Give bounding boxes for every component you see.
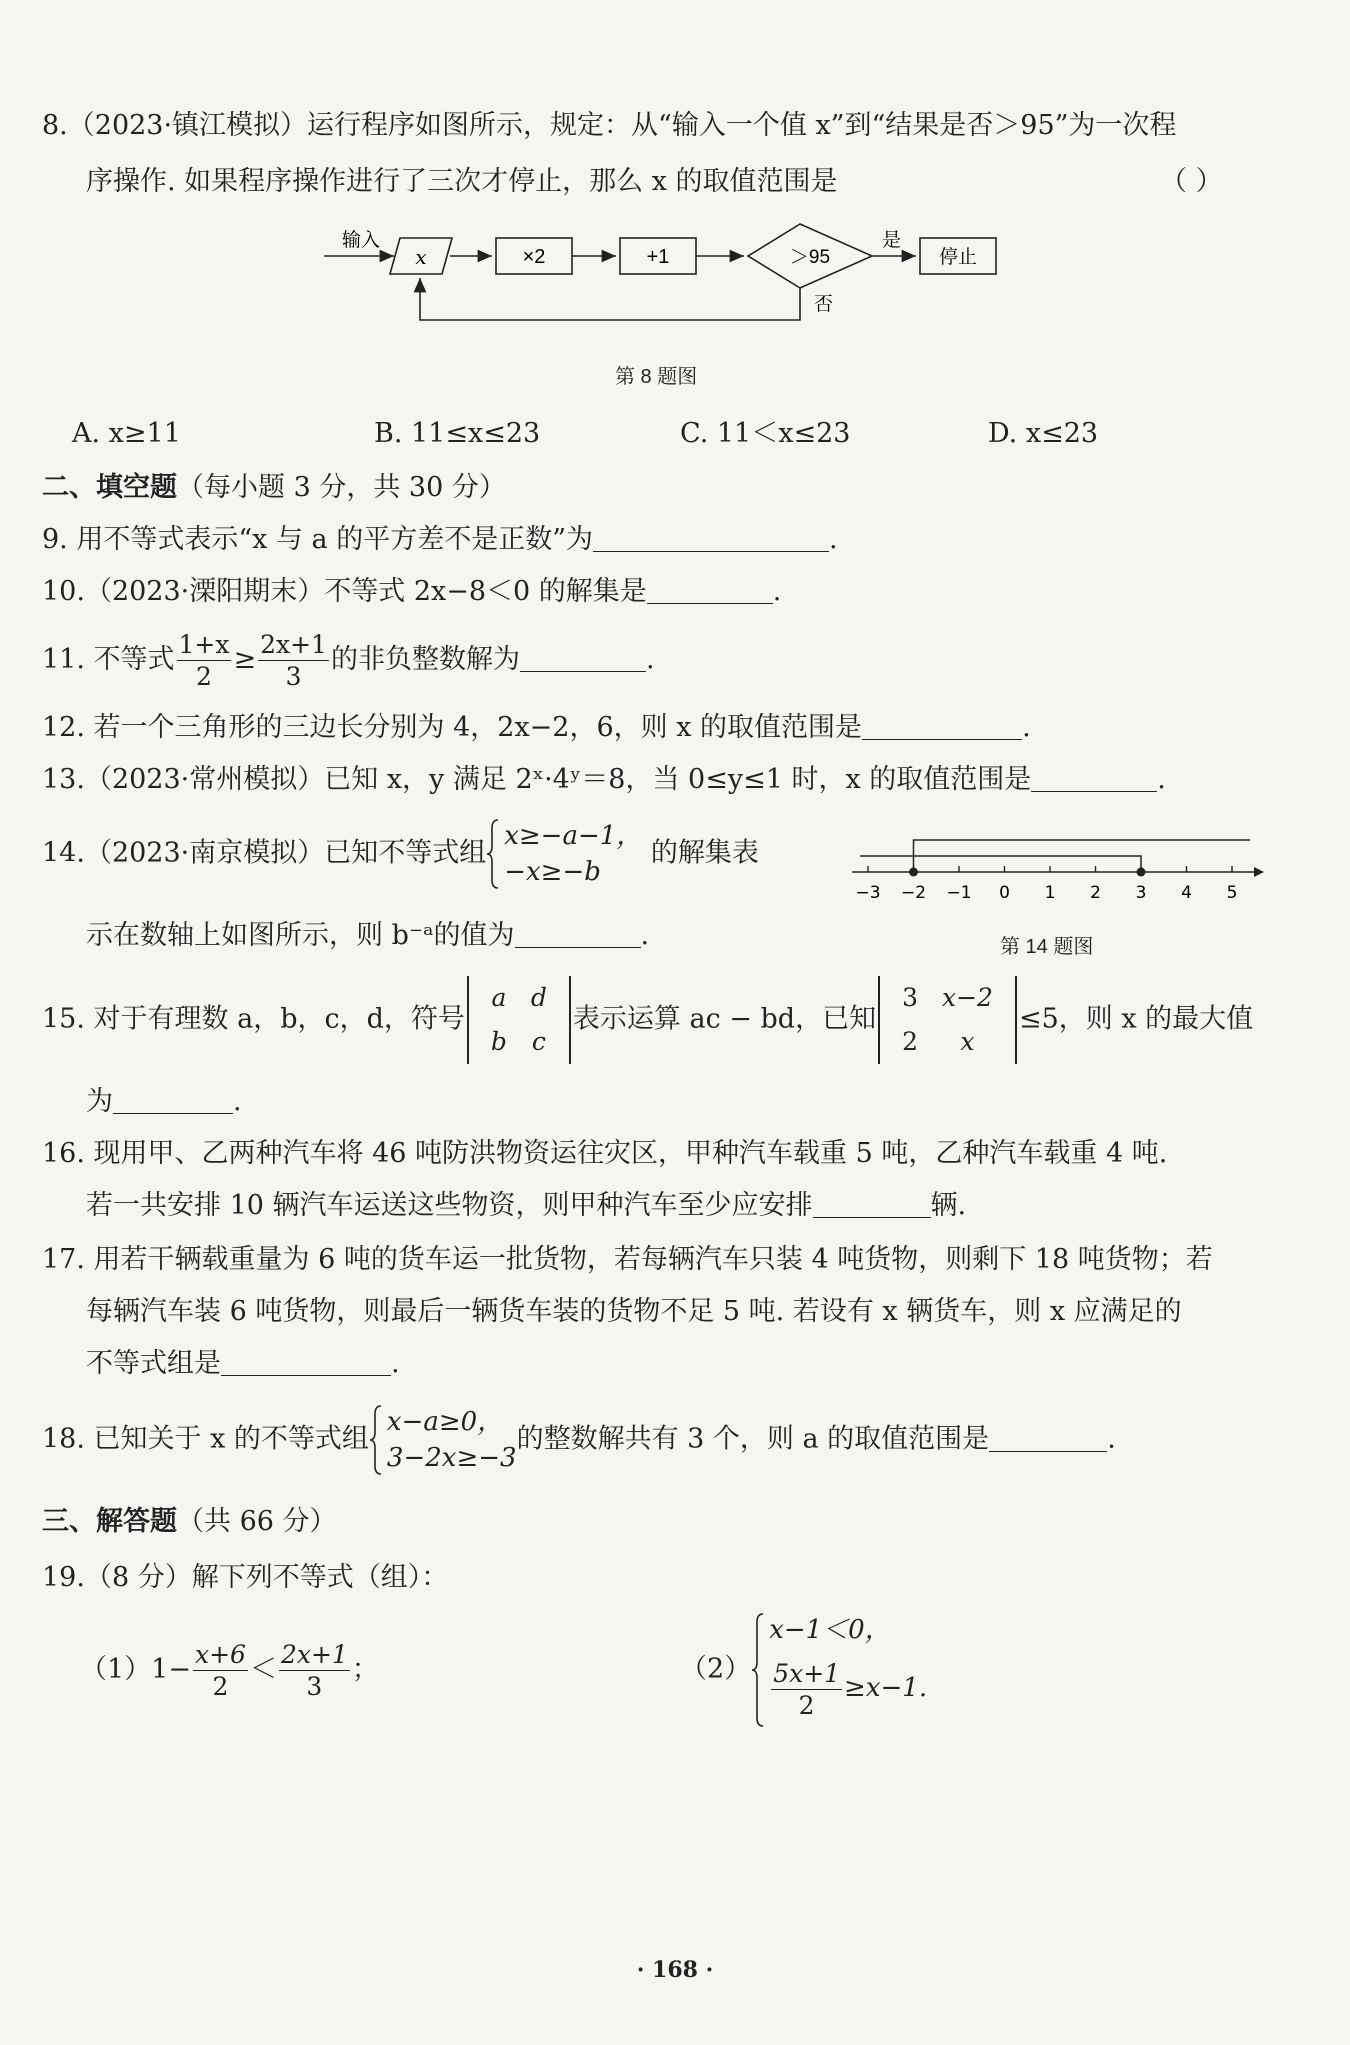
q17-line2: 每辆汽车装 6 吨货物，则最后一辆货车装的货物不足 5 吨. 若设有 x 辆货车，则 x 应满足的 — [86, 1296, 1182, 1327]
q18-inequality-system: x−a≥0， 3−2x≥−3 — [369, 1404, 517, 1476]
q11-fraction-2: $\frac{2x+1}{3}$ — [260, 630, 327, 691]
q8-option-b: B. 11≤x≤23 — [374, 418, 541, 449]
q16-line2 — [86, 1188, 966, 1224]
q8-option-c: C. 11＜x≤23 — [680, 418, 851, 449]
number-line-arrow — [1254, 867, 1264, 877]
q16-line1: 16. 现用甲、乙两种汽车将 46 吨防洪物资运往灾区，甲种汽车载重 5 吨，乙种汽车载重 4 吨. — [42, 1138, 1168, 1169]
section-3-title: 三、解答题 — [42, 1506, 177, 1537]
q18-post: 的整数解共有 3 个，则 a 的取值范围是 — [516, 1423, 990, 1455]
q15-post: ≤5，则 x 的最大值 — [1018, 1003, 1254, 1035]
q14-line2: 示在数轴上如图所示，则 b⁻ᵃ的值为 . — [86, 920, 650, 951]
q18-blank — [989, 1425, 1107, 1452]
q12-text: 12. 若一个三角形的三边长分别为 4，2x−2，6，则 x 的取值范围是 — [42, 712, 863, 743]
q13: 13.（2023·常州模拟）已知 x，y 满足 2ˣ·4ʸ＝8，当 0≤y≤1 时，x 的取值范围是 . — [42, 764, 1166, 795]
q19-part1-end: ； — [351, 1654, 379, 1685]
flow-yes-label: 是 — [882, 230, 902, 251]
tick-label: 1 — [1044, 883, 1056, 903]
flow-box-add: +1 — [646, 246, 670, 268]
section-3-heading — [42, 1504, 337, 1540]
q19-part2-pre: （2） — [680, 1653, 752, 1685]
q8-line2: 序操作. 如果程序操作进行了三次才停止，那么 x 的取值范围是 — [86, 166, 838, 197]
flow-input-label: 输入 — [342, 230, 381, 251]
q13-text: 13.（2023·常州模拟）已知 x，y 满足 2ˣ·4ʸ＝8，当 0≤y≤1 时，x 的取值范围是 — [42, 764, 1032, 795]
q11-post: 的非负整数解为 — [330, 644, 520, 675]
q15-pre: 15. 对于有理数 a，b，c，d，符号 — [42, 1003, 465, 1035]
solution-endpoint-right — [1137, 868, 1146, 877]
tick-label: −1 — [946, 883, 972, 903]
q14-number-line — [850, 820, 1270, 916]
tick-label: 4 — [1181, 883, 1192, 903]
flow-box-multiply: ×2 — [522, 246, 546, 268]
q19-part1-pre: （1）1− — [80, 1654, 191, 1685]
q15-line2-text: 为 — [86, 1086, 113, 1117]
q14-inequality-system: x≥−a−1， −x≥−b — [486, 818, 642, 890]
q11-relation: ≥ — [233, 644, 257, 675]
q19-part1-relation: ＜ — [249, 1654, 277, 1685]
q11: 11. 不等式 $\frac{1+x}{2}$ ≥ $\frac{2x+1}{3}$ 的非负整数解为 . — [42, 630, 655, 691]
q10-blank — [647, 577, 773, 604]
q12-blank — [862, 713, 1022, 740]
section-2-title: 二、填空题 — [42, 472, 177, 503]
q18: 18. 已知关于 x 的不等式组 x−a≥0， 3−2x≥−3 的整数解共有 3 个，则 a 的取值范围是 . — [42, 1404, 1116, 1476]
tick-label: −2 — [900, 883, 927, 903]
q15-line1 — [42, 976, 1253, 1064]
q19-part1-fraction-1: $\frac{x+6}{2}$ — [194, 1640, 246, 1701]
q14-line2-text: 示在数轴上如图所示，则 b⁻ᵃ的值为 — [86, 920, 515, 951]
q12: 12. 若一个三角形的三边长分别为 4，2x−2，6，则 x 的取值范围是 . — [42, 712, 1031, 743]
section-3-note: （共 66 分） — [177, 1506, 337, 1537]
q8-flowchart — [320, 218, 1040, 330]
q16-blank — [813, 1191, 931, 1218]
flow-stop-box: 停止 — [938, 247, 978, 268]
q19-part2 — [680, 1612, 927, 1728]
q19-part1-fraction-2: $\frac{2x+1}{3}$ — [280, 1640, 348, 1701]
section-2-heading — [42, 470, 506, 506]
q15-determinant-symbol: a d b c — [465, 976, 573, 1064]
q14-line1 — [42, 818, 759, 890]
q18-pre: 18. 已知关于 x 的不等式组 — [42, 1423, 369, 1455]
tick-label: −3 — [855, 883, 881, 903]
q14-figure-caption: 第 14 题图 — [1000, 936, 1094, 958]
q15-line2: 为 . — [86, 1086, 242, 1117]
q9-text: 9. 用不等式表示“x 与 a 的平方差不是正数”为 — [42, 524, 594, 555]
q9-blank — [593, 525, 829, 552]
q14-post: 的解集表 — [650, 837, 759, 869]
q15-determinant-given: 3 x−2 2 x — [876, 976, 1019, 1064]
tick-label: 0 — [999, 883, 1010, 903]
q11-fraction-1: $\frac{1+x}{2}$ — [178, 630, 230, 691]
q15-blank — [113, 1087, 233, 1114]
flow-no-label: 否 — [814, 294, 834, 315]
q17-line3-text: 不等式组是 — [86, 1348, 221, 1379]
section-2-note: （每小题 3 分，共 30 分） — [177, 472, 506, 503]
q8-option-a: A. x≥11 — [72, 418, 181, 449]
q9: 9. 用不等式表示“x 与 a 的平方差不是正数”为 . — [42, 524, 838, 555]
q16-unit: 辆. — [930, 1190, 967, 1221]
q19-part2-system: x−1＜0， $\frac{5x+1}{2}$ ≥x−1. — [751, 1612, 927, 1728]
flow-diamond-condition: ＞95 — [789, 247, 831, 268]
q15-mid: 表示运算 ac − bd，已知 — [572, 1003, 877, 1035]
q19-part1 — [80, 1642, 379, 1699]
q8-option-d: D. x≤23 — [988, 418, 1099, 449]
q14-blank — [515, 921, 641, 948]
q17-blank — [221, 1349, 391, 1376]
q17-line3: 不等式组是 . — [86, 1348, 400, 1379]
q8-figure-caption: 第 8 题图 — [615, 366, 698, 388]
q10-text: 10.（2023·溧阳期末）不等式 2x−8＜0 的解集是 — [42, 576, 647, 607]
q10: 10.（2023·溧阳期末）不等式 2x−8＜0 的解集是 . — [42, 576, 782, 607]
q8-answer-paren: （ ） — [1160, 166, 1223, 197]
q11-blank — [520, 645, 646, 672]
q19-stem: 19.（8 分）解下列不等式（组）： — [42, 1562, 449, 1593]
page-number: · 168 · — [636, 1957, 714, 1983]
tick-label: 5 — [1226, 883, 1238, 903]
q11-pre: 11. 不等式 — [42, 644, 175, 675]
tick-label: 3 — [1135, 883, 1147, 903]
solution-endpoint-left — [909, 868, 918, 877]
q16-line2-text: 若一共安排 10 辆汽车运送这些物资，则甲种汽车至少应安排 — [86, 1190, 813, 1221]
q17-line1: 17. 用若干辆载重量为 6 吨的货车运一批货物，若每辆汽车只装 4 吨货物，则剩下 18 吨货物；若 — [42, 1244, 1213, 1275]
flow-box-x: x — [415, 245, 427, 269]
solution-ray-right — [860, 856, 1141, 872]
q13-blank — [1031, 765, 1157, 792]
q14-pre: 14.（2023·南京模拟）已知不等式组 — [42, 837, 487, 869]
tick-label: 2 — [1090, 883, 1101, 903]
q8-line1: 8.（2023·镇江模拟）运行程序如图所示，规定：从“输入一个值 x”到“结果是否＞95”为一次程 — [42, 110, 1177, 141]
